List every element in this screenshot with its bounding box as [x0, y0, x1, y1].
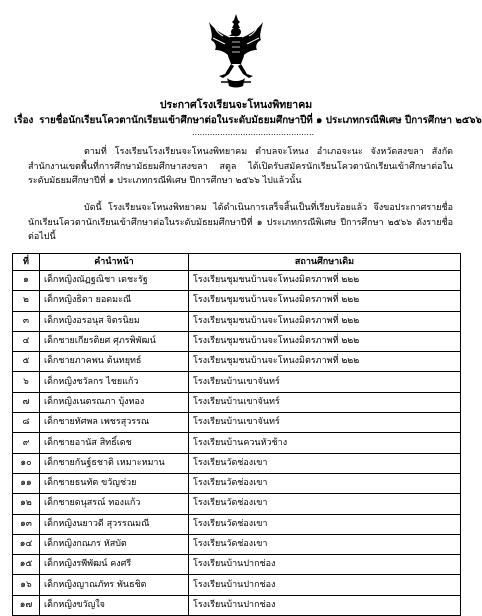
table-row	[13, 291, 461, 311]
table-row	[13, 534, 461, 554]
row-previous-school: โรงเรียนบ้านปากช่อง	[189, 595, 461, 615]
row-previous-school: โรงเรียนชุมชนบ้านจะโหนงมิตรภาพที่ ๒๒๒	[189, 352, 461, 372]
row-student-name: เด็กชายดนุสรณ์ ทองแก้ว	[40, 494, 189, 514]
dotted-divider: ................................................	[192, 128, 315, 137]
row-number: ๑๑	[13, 473, 40, 493]
table-row	[13, 595, 461, 615]
row-student-name: เด็กชายธนทัต ขวัญช่วย	[40, 473, 189, 493]
row-student-name: เด็กชายเกียรติยศ ศุภรพิพัฒน์	[40, 331, 189, 351]
row-student-name: เด็กชายภาคพน ต้นทยุทธ์	[40, 352, 189, 372]
row-previous-school: โรงเรียนวัดช่องเขา	[189, 514, 461, 534]
row-number: ๑๐	[13, 453, 40, 473]
table-row	[13, 372, 461, 392]
paragraph-intro-text: ตามที่ โรงเรียนโรงเรียนจะโหนงพิทยาคม ตำบลจะโหนง อำเภอจะนะ จังหวัดสงขลา สังกัดสำนักงานเขตพื้นที่การศึกษามัธยมศึกษาสงขลา สตูล ได้เปิดรับสมัครนักเรียนโควตานักเรียนเข้าศึกษาต่อในระดับมัธยมศึกษาปีที่ ๑ ประเภทกรณีพิเศษ ปีการศึกษา ๒๕๖๖ ไปแล้วนั้น	[28, 147, 453, 186]
row-number: ๙	[13, 433, 40, 453]
row-student-name: เด็กหญิงณัฏฐณิชา เดชะรัฐ	[40, 271, 189, 291]
row-number: ๓	[13, 311, 40, 331]
row-previous-school: โรงเรียนวัดช่องเขา	[189, 473, 461, 493]
garuda-emblem-icon	[207, 12, 265, 90]
row-student-name: เด็กหญิงเนตรณภา บุ้งทอง	[40, 392, 189, 412]
header-school: สถานศึกษาเดิม	[189, 254, 461, 271]
row-student-name: เด็กหญิงรพีพัฒน์ คงศรี	[40, 555, 189, 575]
row-number: ๖	[13, 372, 40, 392]
row-student-name: เด็กหญิงชวัลกร ไชยแก้ว	[40, 372, 189, 392]
row-previous-school: โรงเรียนชุมชนบ้านจะโหนงมิตรภาพที่ ๒๒๒	[189, 331, 461, 351]
table-row	[13, 392, 461, 412]
table-row	[13, 473, 461, 493]
row-number: ๘	[13, 413, 40, 433]
row-number: ๗	[13, 392, 40, 412]
row-number: ๑	[13, 271, 40, 291]
row-student-name: เด็กหญิงนยาวดี สุวรรณมณี	[40, 514, 189, 534]
table-row	[13, 433, 461, 453]
row-previous-school: โรงเรียนบ้านเขาจันทร์	[189, 392, 461, 412]
row-previous-school: โรงเรียนชุมชนบ้านจะโหนงมิตรภาพที่ ๒๒๒	[189, 311, 461, 331]
subject-text: รายชื่อนักเรียนโควตานักเรียนเข้าศึกษาต่อในระดับมัธยมศึกษาปีที่ ๑ ประเภทกรณีพิเศษ ปีการศึกษา ๒๕๖๖	[39, 115, 482, 126]
table-row	[13, 575, 461, 595]
table-row	[13, 453, 461, 473]
table-row	[13, 331, 461, 351]
table-header-row	[13, 254, 461, 271]
table-row	[13, 514, 461, 534]
student-list-table	[12, 253, 461, 616]
header-number: ที่	[13, 254, 40, 271]
row-student-name: เด็กชายกันฐ์ธชาติ เหมาะหมาน	[40, 453, 189, 473]
table-row	[13, 494, 461, 514]
paragraph-result-text: บัดนี้ โรงเรียนจะโหนงพิทยาคม ได้ดำเนินการเสร็จสิ้นเป็นที่เรียบร้อยแล้ว จึงขอประกาศรายชื่อนักเรียนโควตานักเรียนเข้าศึกษาต่อในระดับมัธยมศึกษาปีที่ ๑ ประเภทกรณีพิเศษ ปีการศึกษา ๒๕๖๖ ดังรายชื่อต่อไปนี้	[28, 203, 453, 242]
row-previous-school: โรงเรียนวัดช่องเขา	[189, 494, 461, 514]
row-student-name: เด็กหญิงธิดา ยอดมะณี	[40, 291, 189, 311]
announcement-subject	[14, 113, 482, 128]
row-previous-school: โรงเรียนวัดช่องเขา	[189, 534, 461, 554]
row-number: ๕	[13, 352, 40, 372]
row-number: ๑๔	[13, 534, 40, 554]
row-previous-school: โรงเรียนบ้านปากช่อง	[189, 575, 461, 595]
row-number: ๑๓	[13, 514, 40, 534]
row-previous-school: โรงเรียนบ้านเขาจันทร์	[189, 413, 461, 433]
subject-label: เรื่อง	[14, 115, 34, 126]
table-row	[13, 413, 461, 433]
row-student-name: เด็กหญิงกณภร หัสบัต	[40, 534, 189, 554]
row-previous-school: โรงเรียนชุมชนบ้านจะโหนงมิตรภาพที่ ๒๒๒	[189, 271, 461, 291]
row-student-name: เด็กหญิงอรอนุส จิตรนิยม	[40, 311, 189, 331]
row-number: ๒	[13, 291, 40, 311]
row-previous-school: โรงเรียนชุมชนบ้านจะโหนงมิตรภาพที่ ๒๒๒	[189, 291, 461, 311]
row-student-name: เด็กหญิงขวัญใจ	[40, 595, 189, 615]
row-student-name: เด็กชายทัศพล เพชรสุวรรณ	[40, 413, 189, 433]
paragraph-result	[28, 201, 453, 245]
table-row	[13, 311, 461, 331]
row-previous-school: โรงเรียนบ้านควนหัวช้าง	[189, 433, 461, 453]
row-student-name: เด็กชายอานัส สิทธิ์เดช	[40, 433, 189, 453]
row-previous-school: โรงเรียนบ้านเขาจันทร์	[189, 372, 461, 392]
row-number: ๑๖	[13, 575, 40, 595]
row-number: ๔	[13, 331, 40, 351]
header-name: คำนำหน้า	[40, 254, 189, 271]
row-number: ๑๗	[13, 595, 40, 615]
table-row	[13, 271, 461, 291]
announcement-title: ประกาศโรงเรียนจะโหนงพิทยาคม	[159, 99, 313, 111]
paragraph-intro	[28, 145, 453, 189]
row-number: ๑๒	[13, 494, 40, 514]
row-previous-school: โรงเรียนวัดช่องเขา	[189, 453, 461, 473]
row-student-name: เด็กหญิงญาณภัทร พันธชิต	[40, 575, 189, 595]
row-previous-school: โรงเรียนบ้านปากช่อง	[189, 555, 461, 575]
table-row	[13, 352, 461, 372]
row-number: ๑๕	[13, 555, 40, 575]
table-row	[13, 555, 461, 575]
